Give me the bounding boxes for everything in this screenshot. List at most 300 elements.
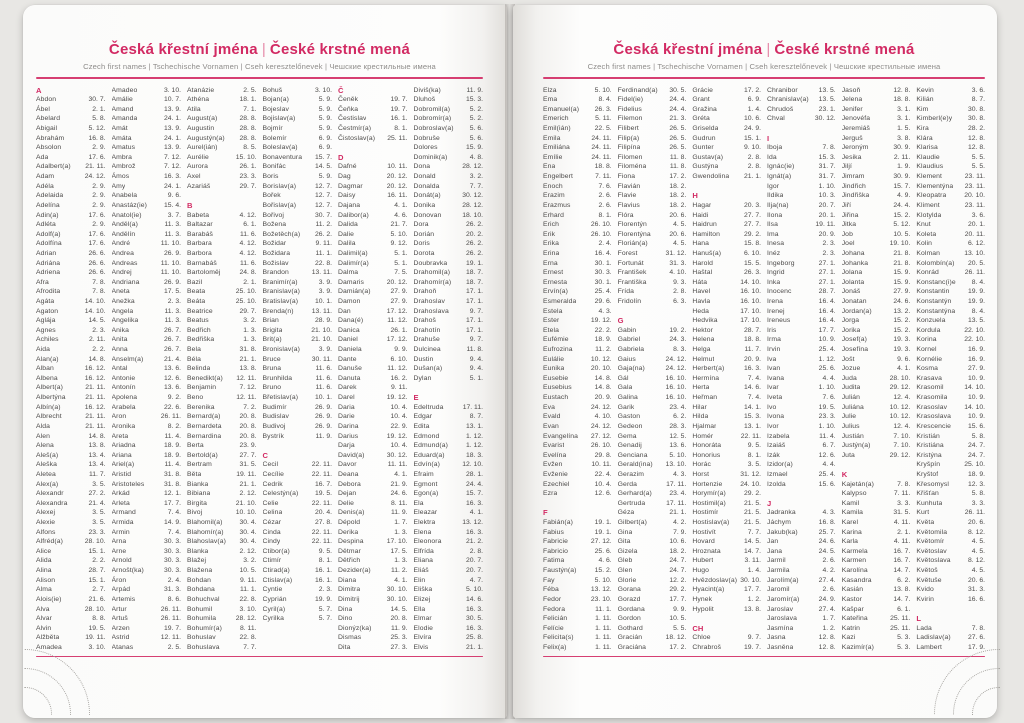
name-day-date: 23. 10. <box>590 595 612 603</box>
given-name: Florentýna <box>617 230 651 238</box>
name-entry <box>916 585 985 595</box>
name-day-date: 22. 8. <box>239 634 257 642</box>
name-entry <box>36 412 106 422</box>
name-entry <box>263 470 333 480</box>
name-entry <box>842 508 911 518</box>
name-day-date: 24. 3. <box>669 336 687 344</box>
name-entry <box>263 374 333 384</box>
name-entry <box>187 220 257 230</box>
given-name: Jonáš <box>841 288 861 296</box>
name-entry <box>414 182 484 192</box>
spacer-row <box>187 191 257 201</box>
name-entry <box>916 335 985 345</box>
name-entry <box>916 633 985 643</box>
name-entry <box>36 528 106 538</box>
letter-header: J <box>767 498 772 508</box>
name-entry <box>338 422 408 432</box>
given-name: Bystrík <box>262 432 284 440</box>
name-day-date: 14. 7. <box>893 567 911 575</box>
name-entry <box>543 182 612 192</box>
name-entry <box>767 182 836 192</box>
given-name: Bratislav(a) <box>262 298 299 305</box>
name-entry <box>263 95 333 105</box>
name-day-date: 11. 7. <box>744 346 762 354</box>
name-entry <box>338 566 408 576</box>
name-day-date: 3. 5. <box>92 519 106 527</box>
name-entry <box>692 547 761 557</box>
name-entry <box>36 345 106 355</box>
given-name: Jiljí <box>841 163 853 171</box>
name-day-date: 15. 9. <box>893 278 911 286</box>
name-entry <box>543 220 612 230</box>
name-day-date: 16. 3. <box>744 365 762 373</box>
name-day-date: 11. 10. <box>160 259 181 267</box>
name-day-date: 7. 12. <box>239 384 257 392</box>
given-name: Erina <box>543 249 560 257</box>
name-entry <box>338 249 408 259</box>
name-day-date: 14. 10. <box>84 298 106 305</box>
name-day-date: 20. 6. <box>968 519 985 527</box>
name-entry <box>263 86 333 96</box>
name-day-date: 30. 4. <box>239 519 257 527</box>
name-day-date: 16. 10. <box>665 384 687 392</box>
name-day-date: 11. 7. <box>88 470 106 478</box>
given-name: Anežka <box>111 298 135 305</box>
name-day-date: 2. 8. <box>673 288 687 296</box>
given-name: Alexej <box>36 509 56 517</box>
name-entry <box>842 239 911 249</box>
given-name: Josefína <box>841 346 869 354</box>
name-column <box>842 86 911 654</box>
name-day-date: 1. 12. <box>465 442 483 450</box>
given-name: Jiřina <box>841 211 859 219</box>
name-entry <box>767 403 836 413</box>
name-day-date: 16. 8. <box>88 134 106 142</box>
name-day-date: 3. 5. <box>92 509 106 517</box>
given-name: Fay <box>543 576 555 584</box>
given-name: Inesa <box>767 240 785 248</box>
name-entry <box>187 259 257 269</box>
name-entry <box>36 441 106 451</box>
name-day-date: 14. 10. <box>740 278 762 286</box>
name-entry <box>916 259 985 269</box>
name-entry <box>618 355 687 365</box>
name-day-date: 12. 7. <box>314 201 332 209</box>
given-name: Bohdan <box>187 576 212 584</box>
name-entry <box>767 585 836 595</box>
given-name: Bohuslava <box>187 643 220 651</box>
name-day-date: 27. 7. <box>744 221 762 229</box>
name-day-date: 13. 10. <box>665 461 687 469</box>
name-entry <box>767 307 836 317</box>
given-name: Fidel(ie) <box>617 96 644 104</box>
given-name: Glen <box>617 567 633 575</box>
given-name: Erazmus <box>543 201 571 209</box>
name-day-date: 8. 4. <box>598 96 612 104</box>
name-entry <box>414 239 484 249</box>
name-entry <box>543 605 612 615</box>
given-name: Kvirin <box>916 595 934 603</box>
name-entry <box>543 643 612 653</box>
name-entry <box>618 403 687 413</box>
name-day-date: 2. 8. <box>747 153 762 161</box>
given-name: Dylan <box>413 374 432 382</box>
given-name: Danuta <box>338 374 361 382</box>
name-day-date: 1. 7. <box>822 615 836 623</box>
name-day-date: 21. 8. <box>893 259 911 267</box>
given-name: Dětřich <box>338 557 361 565</box>
given-name: Eduard(a) <box>413 451 445 459</box>
given-name: Dalibor(a) <box>338 211 369 219</box>
name-entry <box>543 287 612 297</box>
given-name: Bojmír <box>262 125 283 133</box>
name-day-date: 11. 11. <box>387 461 408 469</box>
name-day-date: 17. 7. <box>669 595 687 603</box>
name-entry <box>842 105 911 115</box>
given-name: Gunter <box>692 144 714 152</box>
name-entry <box>767 191 836 201</box>
given-name: Juta <box>841 451 855 459</box>
given-name: Kamil <box>841 499 860 507</box>
name-entry <box>842 287 911 297</box>
name-day-date: 17. 11. <box>462 403 483 411</box>
name-day-date: 27. 4. <box>818 576 836 584</box>
name-entry <box>338 278 408 288</box>
given-name: Davor <box>338 461 357 469</box>
given-name: Dalimil(a) <box>338 249 368 257</box>
name-day-date: 6. 7. <box>822 442 836 450</box>
given-name: Gudrun <box>692 134 716 142</box>
name-day-date: 30. 4. <box>239 528 257 536</box>
given-name: Adalbert(a) <box>36 163 71 171</box>
name-entry <box>692 355 761 365</box>
name-entry <box>618 605 687 615</box>
name-entry <box>338 191 408 201</box>
name-entry <box>338 211 408 221</box>
name-day-date: 13. 1. <box>465 422 483 430</box>
given-name: Achiles <box>36 336 59 344</box>
spacer-row <box>767 124 836 134</box>
name-entry <box>618 518 687 528</box>
name-entry <box>187 297 257 307</box>
name-entry <box>338 585 408 595</box>
name-entry <box>618 259 687 269</box>
name-day-date: 24. 4. <box>465 480 483 488</box>
name-day-date: 9. 5. <box>747 442 762 450</box>
given-name: Dagmar <box>338 182 363 190</box>
name-entry <box>916 422 985 432</box>
name-entry <box>842 86 911 96</box>
name-day-date: 22. 10. <box>964 336 985 344</box>
given-name: Iris <box>767 326 777 334</box>
given-name: Erich <box>543 221 559 229</box>
name-day-date: 15. 5. <box>744 259 762 267</box>
name-entry <box>916 211 985 221</box>
given-name: Gleb <box>617 557 633 565</box>
name-day-date: 11. 6. <box>315 365 332 373</box>
name-entry <box>767 95 836 105</box>
given-name: Chranibor <box>767 86 798 94</box>
name-day-date: 30. 7. <box>88 96 106 104</box>
name-entry <box>618 297 687 307</box>
given-name: Abelard <box>36 115 61 123</box>
name-day-date: 24. 4. <box>669 96 687 104</box>
name-entry <box>112 230 182 240</box>
name-entry <box>916 316 985 326</box>
letter-header: A <box>36 85 42 95</box>
name-entry <box>414 528 484 538</box>
name-day-date: 26. 6. <box>88 269 106 277</box>
given-name: Amand <box>111 105 134 113</box>
name-day-date: 5. 5. <box>971 153 985 161</box>
name-day-date: 7. 4. <box>747 374 762 382</box>
name-entry <box>692 220 761 230</box>
name-day-date: 17. 6. <box>88 230 106 238</box>
given-name: Gracián <box>617 634 643 642</box>
given-name: Darja <box>338 442 355 450</box>
name-day-date: 14. 5. <box>744 538 762 546</box>
name-entry <box>187 153 257 163</box>
name-day-date: 5. 7. <box>318 605 332 613</box>
given-name: Ctibor(a) <box>262 547 290 555</box>
given-name: Dita <box>338 643 351 651</box>
name-day-date: 4. 11. <box>893 519 911 527</box>
name-day-date: 27. 1. <box>818 269 836 277</box>
name-entry <box>916 556 985 566</box>
name-entry <box>112 624 182 634</box>
name-entry <box>543 335 612 345</box>
name-entry <box>767 374 836 384</box>
given-name: Čestislav <box>338 115 367 123</box>
name-entry <box>767 633 836 643</box>
name-entry <box>618 595 687 605</box>
given-name: Gilbert(a) <box>617 519 647 527</box>
name-day-date: 26. 2. <box>314 230 332 238</box>
name-entry <box>543 143 612 153</box>
name-day-date: 21. 11. <box>85 384 106 392</box>
given-name: Beáta <box>187 298 206 305</box>
name-entry <box>263 499 333 509</box>
name-entry <box>618 412 687 422</box>
name-entry <box>36 508 106 518</box>
given-name: Heřman <box>692 394 718 402</box>
name-entry <box>263 124 333 134</box>
name-entry <box>187 374 257 384</box>
given-name: Kornel <box>916 346 937 354</box>
name-entry <box>543 547 612 557</box>
name-day-date: 27. 2. <box>88 490 106 498</box>
name-day-date: 26. 7. <box>163 336 181 344</box>
name-day-date: 6. 12. <box>968 240 985 248</box>
name-entry <box>187 162 257 172</box>
name-entry <box>338 259 408 269</box>
given-name: Karolína <box>841 567 868 575</box>
given-name: Ezechiel <box>543 480 570 488</box>
given-name: Izaiáš <box>767 442 786 450</box>
letter-header: L <box>916 614 921 624</box>
name-day-date: 7. 12. <box>163 153 181 161</box>
name-day-date: 25. 6. <box>594 547 612 555</box>
name-entry <box>112 547 182 557</box>
given-name: Atila <box>187 105 201 113</box>
name-entry <box>36 364 106 374</box>
name-day-date: 16. 10. <box>665 394 687 402</box>
given-name: Birgita <box>187 499 207 507</box>
name-entry <box>36 499 106 509</box>
given-name: Filibert <box>617 125 639 133</box>
name-day-date: 11. 3. <box>164 317 181 325</box>
given-name: Hynek <box>692 595 713 603</box>
name-entry <box>414 633 484 643</box>
name-day-date: 30. 10. <box>386 586 408 594</box>
given-name: Fabricio <box>543 547 568 555</box>
name-entry <box>767 162 836 172</box>
given-name: Dezider(a) <box>338 567 371 575</box>
name-day-date: 20. 12. <box>386 278 408 286</box>
name-day-date: 26. 9. <box>163 249 181 257</box>
name-entry <box>263 432 333 442</box>
name-day-date: 1. 11. <box>595 624 612 632</box>
given-name: Brigita <box>262 326 283 334</box>
name-entry <box>414 422 484 432</box>
name-entry <box>187 278 257 288</box>
name-column <box>187 86 257 654</box>
name-entry <box>338 499 408 509</box>
name-entry <box>112 556 182 566</box>
given-name: Drahoslava <box>413 307 449 315</box>
name-entry <box>842 278 911 288</box>
name-entry <box>263 172 333 182</box>
given-name: Aletea <box>36 470 56 478</box>
page-header <box>543 5 985 79</box>
given-name: Jaroslav <box>767 605 794 613</box>
given-name: Kryšpín <box>916 461 941 469</box>
name-entry <box>618 537 687 547</box>
name-entry <box>767 528 836 538</box>
name-entry <box>842 172 911 182</box>
name-entry <box>263 422 333 432</box>
name-day-date: 24. 11. <box>591 134 612 142</box>
name-entry <box>263 182 333 192</box>
name-entry <box>543 105 612 115</box>
name-day-date: 31. 8. <box>239 346 257 354</box>
given-name: Dina <box>338 605 353 613</box>
given-name: Katrin <box>841 624 861 632</box>
name-entry <box>842 547 911 557</box>
name-day-date: 1. 11. <box>595 634 612 642</box>
name-entry <box>338 576 408 586</box>
name-entry <box>543 432 612 442</box>
name-entry <box>414 143 484 153</box>
name-day-date: 26. 7. <box>163 346 181 354</box>
name-day-date: 7. 10. <box>893 432 911 440</box>
name-entry <box>112 451 182 461</box>
given-name: Hypolit <box>692 605 714 613</box>
given-name: Korina <box>916 336 937 344</box>
name-day-date: 30. 9. <box>893 173 911 181</box>
name-entry <box>338 643 408 653</box>
given-name: Evženie <box>543 470 568 478</box>
given-name: Emiliána <box>543 144 570 152</box>
name-entry <box>543 412 612 422</box>
name-entry <box>618 191 687 201</box>
page-subtitle: Czech first names | Tschechische Vornamen | Cseh keresztelőnevek | Чешские крестильные имена <box>587 62 941 71</box>
name-day-date: 15. 6. <box>968 422 985 430</box>
spacer-row <box>842 460 911 470</box>
name-entry <box>543 134 612 144</box>
name-day-date: 16. 3. <box>465 499 483 507</box>
header-rule <box>36 77 483 79</box>
name-column <box>767 86 836 654</box>
name-entry <box>618 624 687 634</box>
name-entry <box>112 585 182 595</box>
name-entry <box>112 605 182 615</box>
name-day-date: 4. 3. <box>598 307 612 315</box>
given-name: Honorius <box>692 451 721 459</box>
name-day-date: 7. 6. <box>598 182 612 190</box>
name-day-date: 4. 3. <box>822 509 836 517</box>
given-name: Křišťan <box>916 490 939 498</box>
given-name: Danuše <box>338 365 363 373</box>
name-day-date: 30. 3. <box>594 269 612 277</box>
name-entry <box>414 614 484 624</box>
name-day-date: 5. 10. <box>594 576 612 584</box>
given-name: Ivana <box>767 374 785 382</box>
given-name: Božena <box>262 221 287 229</box>
name-day-date: 10. 7. <box>163 96 181 104</box>
name-day-date: 8. 7. <box>971 96 985 104</box>
name-day-date: 4. 2. <box>822 567 836 575</box>
name-entry <box>543 326 612 336</box>
name-entry <box>916 249 985 259</box>
given-name: Cinda <box>262 528 281 536</box>
name-day-date: 2. 4. <box>598 240 612 248</box>
given-name: Jana <box>767 547 783 555</box>
name-entry <box>543 422 612 432</box>
given-name: Gerald(ina) <box>617 461 653 469</box>
name-entry <box>767 518 836 528</box>
given-name: Jarmil <box>767 557 786 565</box>
given-name: Afra <box>36 278 49 286</box>
name-entry <box>187 383 257 393</box>
name-day-date: 2. 9. <box>92 221 106 229</box>
name-day-date: 16. 4. <box>818 317 836 325</box>
name-day-date: 9. 11. <box>315 240 332 248</box>
given-name: Darius <box>338 432 359 440</box>
given-name: Gaja(na) <box>617 365 645 373</box>
name-entry <box>842 556 911 566</box>
name-entry <box>916 153 985 163</box>
name-day-date: 13. 12. <box>590 586 612 594</box>
given-name: Aleš(a) <box>36 451 59 459</box>
given-name: Jorga <box>841 317 860 325</box>
given-name: Aronika <box>111 422 136 430</box>
name-day-date: 5. 1. <box>394 259 408 267</box>
name-entry <box>338 528 408 538</box>
given-name: Kastor <box>841 595 862 603</box>
given-name: Florián(a) <box>617 240 648 248</box>
name-entry <box>916 470 985 480</box>
name-day-date: 4. 1. <box>897 365 911 373</box>
given-name: Alfréd(a) <box>36 538 63 546</box>
given-name: Amatus <box>111 144 136 152</box>
given-name: Klaudius <box>916 163 944 171</box>
name-entry <box>414 278 484 288</box>
given-name: Gaius <box>617 355 636 363</box>
letter-header: C <box>262 450 268 460</box>
name-entry <box>543 595 612 605</box>
given-name: Knut <box>916 221 931 229</box>
